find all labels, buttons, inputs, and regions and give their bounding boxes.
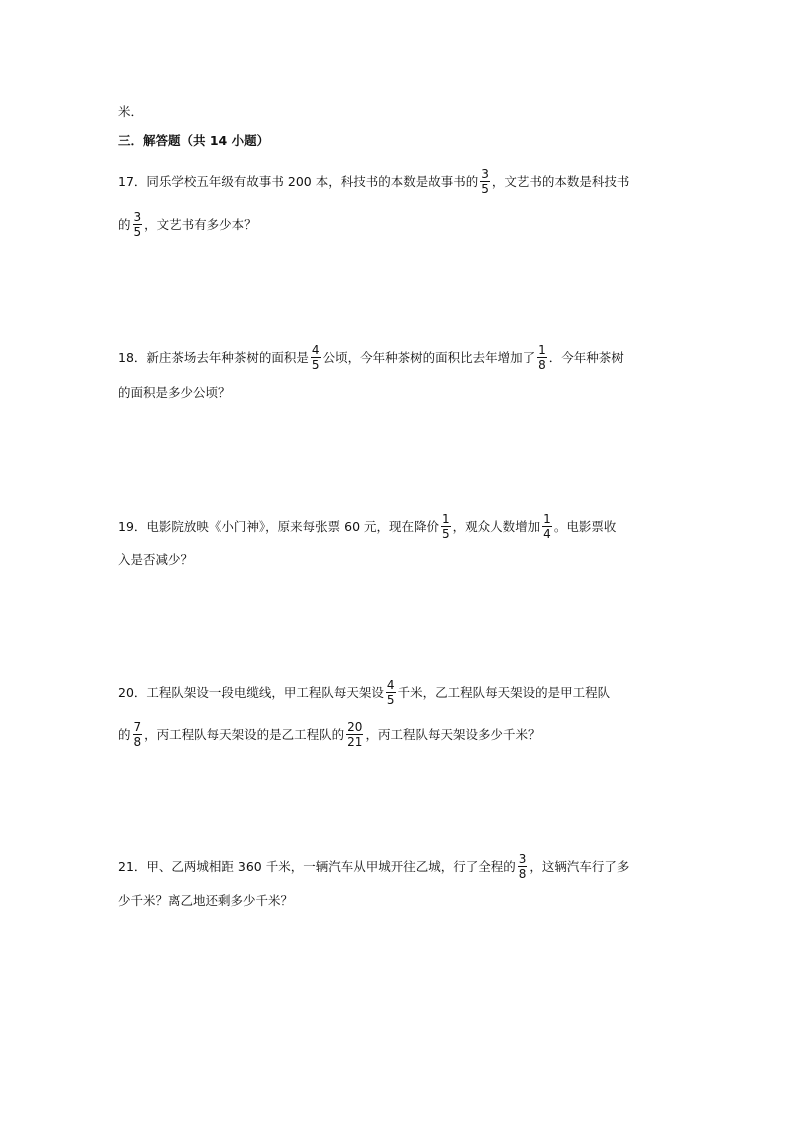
fraction: $\frac{1}{8}$ xyxy=(538,343,546,372)
problem-19-line-1: 19．电影院放映《小门神》，原来每张票 60 元，现在降价 $\frac{1}{5}$ ，观众人数增加 $\frac{1}{4}$ 。电影票收 xyxy=(118,512,617,541)
section-heading: 三．解答题（共 14 小题） xyxy=(118,133,270,148)
problem-21-line-2: 少千米？离乙地还剩多少千米？ xyxy=(118,893,294,908)
fraction: $\frac{20}{21}$ xyxy=(347,720,363,749)
fraction: $\frac{3}{8}$ xyxy=(518,852,527,881)
fraction: $\frac{1}{4}$ xyxy=(543,512,551,541)
problem-17-line-1: 17．同乐学校五年级有故事书 200 本，科技书的本数是故事书的 $\frac{3}{5}$ ，文艺书的本数是科技书 xyxy=(118,167,630,196)
problem-18-line-1: 18．新庄茶场去年种茶树的面积是 $\frac{4}{5}$ 公顷，今年种茶树的面积比去年增加了 $\frac{1}{8}$ ．今年种茶树 xyxy=(118,343,624,372)
problem-20-line-2: 的 $\frac{7}{8}$ ，丙工程队每天架设的是乙工程队的 $\frac{20}{21}$ ，丙工程队每天架设多少千米？ xyxy=(118,720,541,749)
fraction: $\frac{3}{5}$ xyxy=(133,210,142,239)
fraction: $\frac{1}{5}$ xyxy=(442,512,450,541)
problem-17-line-2: 的 $\frac{3}{5}$ ，文艺书有多少本？ xyxy=(118,210,257,239)
problem-19-line-2: 入是否减少？ xyxy=(118,552,194,567)
fraction: $\frac{4}{5}$ xyxy=(386,678,395,707)
problem-21-line-1: 21．甲、乙两城相距 360 千米，一辆汽车从甲城开往乙城，行了全程的 $\frac{3}{8}$ ，这辆汽车行了多 xyxy=(118,852,630,881)
problem-20-line-1: 20．工程队架设一段电缆线，甲工程队每天架设 $\frac{4}{5}$ 千米，乙工程队每天架设的是甲工程队 xyxy=(118,678,611,707)
fraction: $\frac{3}{5}$ xyxy=(481,167,489,196)
previous-answer-fragment: 米． xyxy=(118,104,144,119)
fraction: $\frac{4}{5}$ xyxy=(311,343,320,372)
problem-18-line-2: 的面积是多少公顷？ xyxy=(118,385,231,400)
fraction: $\frac{7}{8}$ xyxy=(133,720,142,749)
